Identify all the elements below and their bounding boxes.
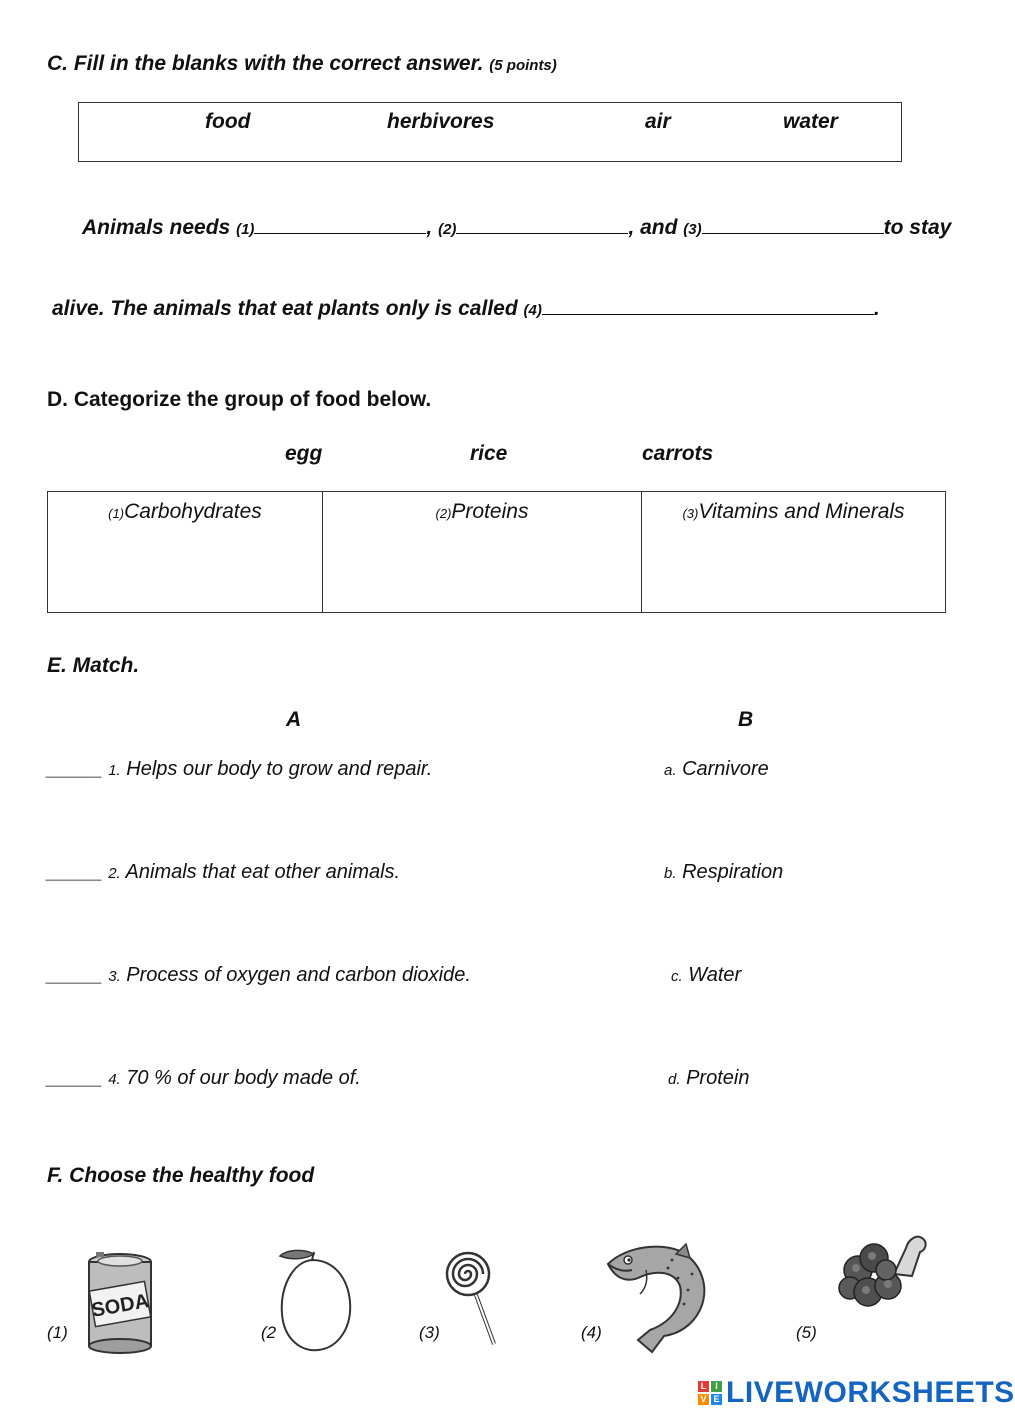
section-d-title: D. Categorize the group of food below. bbox=[47, 388, 432, 411]
match-item bbox=[47, 758, 432, 781]
liveworksheets-logo-text: LIVEWORKSHEETS bbox=[726, 1376, 1015, 1409]
fill-blank-sentence-1: Animals needs (1) , (2) , and (3) to stay bbox=[82, 216, 952, 239]
lollipop-image[interactable] bbox=[442, 1248, 504, 1348]
match-option bbox=[671, 964, 741, 987]
answer-blank-3[interactable] bbox=[702, 215, 884, 234]
answer-blank-1[interactable] bbox=[254, 215, 426, 234]
picture-label: (2 bbox=[261, 1323, 277, 1342]
word-bank-item: air bbox=[645, 110, 671, 133]
sentence-text: , and bbox=[628, 216, 678, 239]
item-number: 2. bbox=[108, 865, 121, 882]
item-text: Helps our body to grow and repair. bbox=[126, 758, 433, 780]
option-letter: c. bbox=[671, 968, 683, 985]
category-label: Proteins bbox=[451, 500, 529, 523]
sentence-text: to stay bbox=[883, 216, 952, 239]
option-letter: b. bbox=[664, 865, 677, 882]
option-text: Carnivore bbox=[682, 758, 769, 780]
category-cell-carbohydrates[interactable] bbox=[48, 492, 323, 613]
category-number: (3) bbox=[682, 506, 699, 521]
word-bank-item: food bbox=[205, 110, 251, 133]
category-number: (2) bbox=[435, 506, 452, 521]
picture-label: (1) bbox=[47, 1323, 68, 1342]
match-answer-blank[interactable]: _____ bbox=[47, 1067, 103, 1089]
soda-can-text: SODA bbox=[89, 1290, 151, 1322]
blank-number: (4) bbox=[523, 302, 542, 319]
item-text: 70 % of our body made of. bbox=[126, 1067, 361, 1089]
food-item[interactable]: egg bbox=[285, 442, 323, 465]
category-table bbox=[47, 491, 946, 613]
mango-image[interactable] bbox=[272, 1248, 358, 1354]
category-label: Vitamins and Minerals bbox=[698, 500, 905, 523]
blank-number: (3) bbox=[683, 221, 702, 238]
soda-can-image[interactable] bbox=[82, 1246, 158, 1356]
section-c-title: C. Fill in the blanks with the correct answer. bbox=[47, 52, 484, 75]
match-answer-blank[interactable]: _____ bbox=[47, 758, 103, 780]
option-text: Protein bbox=[686, 1067, 750, 1089]
option-text: Water bbox=[688, 964, 742, 986]
blank-number: (1) bbox=[236, 221, 255, 238]
sentence-text: Animals needs bbox=[82, 216, 231, 239]
column-b-header: B bbox=[738, 708, 754, 731]
item-text: Animals that eat other animals. bbox=[125, 861, 401, 883]
item-text: Process of oxygen and carbon dioxide. bbox=[126, 964, 471, 986]
category-label: Carbohydrates bbox=[124, 500, 262, 523]
sentence-text: alive. The animals that eat plants only is called bbox=[52, 297, 518, 320]
liveworksheets-logo-icon: L I V E bbox=[698, 1381, 722, 1405]
section-e-title: E. Match. bbox=[47, 654, 140, 677]
match-item bbox=[47, 964, 471, 987]
picture-label: (4) bbox=[581, 1323, 602, 1342]
food-item[interactable]: carrots bbox=[642, 442, 714, 465]
liveworksheets-logo bbox=[698, 1376, 1015, 1410]
broccoli-image[interactable] bbox=[836, 1230, 932, 1316]
match-item bbox=[47, 1067, 361, 1090]
item-number: 3. bbox=[108, 968, 121, 985]
option-text: Respiration bbox=[682, 861, 784, 883]
fill-blank-sentence-2: alive. The animals that eat plants only is called (4) . bbox=[52, 297, 880, 320]
word-bank-item: herbivores bbox=[387, 110, 495, 133]
category-cell-vitamins[interactable] bbox=[642, 492, 946, 613]
answer-blank-4[interactable] bbox=[542, 296, 874, 315]
column-a-header: A bbox=[286, 708, 302, 731]
match-option bbox=[664, 758, 769, 781]
category-cell-proteins[interactable] bbox=[323, 492, 642, 613]
match-answer-blank[interactable]: _____ bbox=[47, 964, 103, 986]
section-c-points: (5 points) bbox=[489, 57, 557, 74]
option-letter: d. bbox=[668, 1071, 681, 1088]
section-f-title: F. Choose the healthy food bbox=[47, 1164, 315, 1187]
food-item[interactable]: rice bbox=[470, 442, 508, 465]
match-option bbox=[668, 1067, 749, 1090]
item-number: 1. bbox=[108, 762, 121, 779]
blank-number: (2) bbox=[438, 221, 457, 238]
match-option bbox=[664, 861, 783, 884]
answer-blank-2[interactable] bbox=[456, 215, 628, 234]
match-answer-blank[interactable]: _____ bbox=[47, 861, 103, 883]
item-number: 4. bbox=[108, 1071, 121, 1088]
match-item bbox=[47, 861, 400, 884]
word-bank-item: water bbox=[783, 110, 838, 133]
section-c-heading bbox=[47, 52, 557, 76]
option-letter: a. bbox=[664, 762, 677, 779]
category-number: (1) bbox=[108, 506, 125, 521]
fish-image[interactable] bbox=[602, 1240, 716, 1356]
picture-label: (3) bbox=[419, 1323, 440, 1342]
picture-label: (5) bbox=[796, 1323, 817, 1342]
